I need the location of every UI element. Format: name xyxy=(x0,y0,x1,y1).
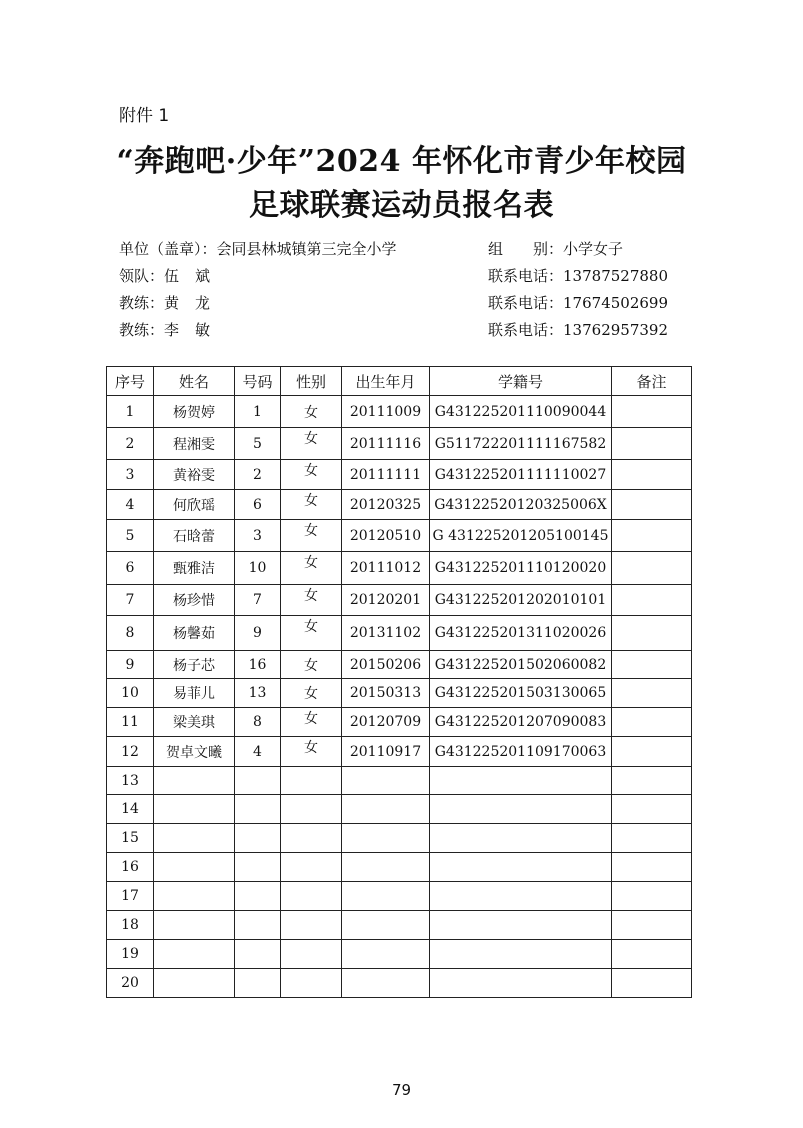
player-name: 程湘雯 xyxy=(154,428,235,460)
roster-body xyxy=(107,396,692,998)
gender: 女 xyxy=(281,708,342,737)
leader-phone-field xyxy=(488,265,668,286)
row-index: 10 xyxy=(107,679,154,708)
player-name xyxy=(154,969,235,998)
table-header-row xyxy=(107,367,692,396)
birth-date xyxy=(342,853,430,882)
player-name xyxy=(154,824,235,853)
birth-date xyxy=(342,882,430,911)
row-index: 16 xyxy=(107,853,154,882)
gender xyxy=(281,795,342,824)
student-id: G431225201111110027 xyxy=(430,460,612,490)
table-row xyxy=(107,585,692,616)
group-value: 小学女子 xyxy=(563,240,624,258)
jersey-number: 10 xyxy=(235,552,281,585)
jersey-number: 9 xyxy=(235,616,281,651)
unit-field xyxy=(119,238,397,259)
table-row xyxy=(107,767,692,795)
player-name xyxy=(154,940,235,969)
unit-label: 单位（盖章）： xyxy=(119,240,217,258)
gender: 女 xyxy=(281,490,342,520)
table-row xyxy=(107,969,692,998)
remark xyxy=(612,708,692,737)
player-name: 杨馨茹 xyxy=(154,616,235,651)
birth-date: 20120510 xyxy=(342,520,430,552)
remark xyxy=(612,737,692,767)
gender xyxy=(281,969,342,998)
remark xyxy=(612,969,692,998)
leader-label: 领队： xyxy=(119,267,165,285)
table-row xyxy=(107,616,692,651)
remark xyxy=(612,552,692,585)
gender xyxy=(281,824,342,853)
birth-date: 20111009 xyxy=(342,396,430,428)
remark xyxy=(612,679,692,708)
gender xyxy=(281,940,342,969)
attachment-label: 附件 1 xyxy=(119,106,170,126)
gender xyxy=(281,767,342,795)
jersey-number: 2 xyxy=(235,460,281,490)
jersey-number xyxy=(235,882,281,911)
player-name: 杨珍惜 xyxy=(154,585,235,616)
coach2-phone: 13762957392 xyxy=(563,321,668,339)
gender: 女 xyxy=(281,520,342,552)
student-id: G431225201110120020 xyxy=(430,552,612,585)
col-index-header: 序号 xyxy=(107,367,154,396)
table-row xyxy=(107,737,692,767)
col-birth-header: 出生年月 xyxy=(342,367,430,396)
col-gender-header: 性别 xyxy=(281,367,342,396)
gender: 女 xyxy=(281,396,342,428)
col-jersey-header: 号码 xyxy=(235,367,281,396)
birth-date: 20150313 xyxy=(342,679,430,708)
birth-date xyxy=(342,824,430,853)
row-index: 1 xyxy=(107,396,154,428)
leader-field xyxy=(119,265,210,286)
coach1-label: 教练： xyxy=(119,294,165,312)
player-name xyxy=(154,882,235,911)
birth-date xyxy=(342,969,430,998)
remark xyxy=(612,585,692,616)
player-name xyxy=(154,853,235,882)
table-row xyxy=(107,651,692,679)
col-student-id-header: 学籍号 xyxy=(430,367,612,396)
row-index: 18 xyxy=(107,911,154,940)
gender: 女 xyxy=(281,552,342,585)
student-id xyxy=(430,795,612,824)
row-index: 12 xyxy=(107,737,154,767)
student-id xyxy=(430,911,612,940)
student-id: G431225201202010101 xyxy=(430,585,612,616)
leader-phone: 13787527880 xyxy=(563,267,668,285)
row-index: 4 xyxy=(107,490,154,520)
student-id xyxy=(430,853,612,882)
student-id: G431225201503130065 xyxy=(430,679,612,708)
row-index: 20 xyxy=(107,969,154,998)
coach1-phone-label: 联系电话： xyxy=(488,294,564,312)
remark xyxy=(612,795,692,824)
table-row xyxy=(107,460,692,490)
student-id: G431225201207090083 xyxy=(430,708,612,737)
table-row xyxy=(107,396,692,428)
row-index: 8 xyxy=(107,616,154,651)
coach2-value-a: 李 xyxy=(164,321,180,339)
remark xyxy=(612,853,692,882)
document-title-line-1: “奔跑吧·少年”2024 年怀化市青少年校园 xyxy=(116,144,687,179)
table-row xyxy=(107,520,692,552)
col-name-header: 姓名 xyxy=(154,367,235,396)
remark xyxy=(612,428,692,460)
roster-table xyxy=(106,366,692,998)
remark xyxy=(612,460,692,490)
jersey-number xyxy=(235,940,281,969)
birth-date xyxy=(342,795,430,824)
coach1-phone: 17674502699 xyxy=(563,294,668,312)
remark xyxy=(612,767,692,795)
jersey-number xyxy=(235,824,281,853)
table-row xyxy=(107,882,692,911)
row-index: 6 xyxy=(107,552,154,585)
student-id: G431225201311020026 xyxy=(430,616,612,651)
coach1-value-b: 龙 xyxy=(195,294,211,312)
remark xyxy=(612,824,692,853)
player-name: 甄雅洁 xyxy=(154,552,235,585)
jersey-number: 3 xyxy=(235,520,281,552)
leader-phone-label: 联系电话： xyxy=(488,267,564,285)
jersey-number: 13 xyxy=(235,679,281,708)
coach1-value-a: 黄 xyxy=(164,294,180,312)
gender: 女 xyxy=(281,616,342,651)
leader-value-b: 斌 xyxy=(195,267,211,285)
player-name: 杨子芯 xyxy=(154,651,235,679)
student-id: G431225201109170063 xyxy=(430,737,612,767)
jersey-number xyxy=(235,969,281,998)
row-index: 2 xyxy=(107,428,154,460)
remark xyxy=(612,940,692,969)
group-field xyxy=(488,238,623,259)
player-name: 何欣瑶 xyxy=(154,490,235,520)
jersey-number xyxy=(235,795,281,824)
group-label-a: 组 xyxy=(488,240,504,258)
gender xyxy=(281,882,342,911)
player-name xyxy=(154,767,235,795)
row-index: 14 xyxy=(107,795,154,824)
player-name: 易菲儿 xyxy=(154,679,235,708)
jersey-number xyxy=(235,853,281,882)
player-name: 梁美琪 xyxy=(154,708,235,737)
table-row xyxy=(107,679,692,708)
jersey-number: 4 xyxy=(235,737,281,767)
birth-date: 20120709 xyxy=(342,708,430,737)
jersey-number: 6 xyxy=(235,490,281,520)
page-number: 79 xyxy=(391,1081,412,1099)
gender: 女 xyxy=(281,737,342,767)
row-index: 15 xyxy=(107,824,154,853)
student-id xyxy=(430,824,612,853)
player-name: 黄裕雯 xyxy=(154,460,235,490)
birth-date: 20111116 xyxy=(342,428,430,460)
student-id: G431225201110090044 xyxy=(430,396,612,428)
row-index: 13 xyxy=(107,767,154,795)
student-id: G43122520120325006X xyxy=(430,490,612,520)
remark xyxy=(612,490,692,520)
player-name: 杨贺婷 xyxy=(154,396,235,428)
remark xyxy=(612,520,692,552)
jersey-number xyxy=(235,767,281,795)
birth-date: 20111111 xyxy=(342,460,430,490)
student-id xyxy=(430,940,612,969)
row-index: 17 xyxy=(107,882,154,911)
table-row xyxy=(107,853,692,882)
student-id xyxy=(430,767,612,795)
player-name xyxy=(154,911,235,940)
gender xyxy=(281,853,342,882)
birth-date xyxy=(342,911,430,940)
table-row xyxy=(107,552,692,585)
remark xyxy=(612,616,692,651)
row-index: 11 xyxy=(107,708,154,737)
coach1-field xyxy=(119,292,210,313)
gender: 女 xyxy=(281,460,342,490)
gender: 女 xyxy=(281,679,342,708)
student-id xyxy=(430,969,612,998)
coach2-phone-field xyxy=(488,319,668,340)
birth-date: 20120201 xyxy=(342,585,430,616)
table-row xyxy=(107,940,692,969)
jersey-number: 1 xyxy=(235,396,281,428)
table-row xyxy=(107,795,692,824)
row-index: 3 xyxy=(107,460,154,490)
jersey-number: 5 xyxy=(235,428,281,460)
document-title-line-2: 足球联赛运动员报名表 xyxy=(249,188,554,223)
row-index: 9 xyxy=(107,651,154,679)
birth-date: 20111012 xyxy=(342,552,430,585)
student-id: G431225201502060082 xyxy=(430,651,612,679)
birth-date: 20150206 xyxy=(342,651,430,679)
remark xyxy=(612,396,692,428)
row-index: 19 xyxy=(107,940,154,969)
player-name: 贺卓文曦 xyxy=(154,737,235,767)
birth-date: 20131102 xyxy=(342,616,430,651)
jersey-number xyxy=(235,911,281,940)
player-name xyxy=(154,795,235,824)
birth-date xyxy=(342,940,430,969)
gender: 女 xyxy=(281,585,342,616)
coach2-field xyxy=(119,319,210,340)
table-row xyxy=(107,911,692,940)
coach2-label: 教练： xyxy=(119,321,165,339)
row-index: 5 xyxy=(107,520,154,552)
table-row xyxy=(107,490,692,520)
gender: 女 xyxy=(281,651,342,679)
table-row xyxy=(107,824,692,853)
table-row xyxy=(107,708,692,737)
gender xyxy=(281,911,342,940)
birth-date: 20120325 xyxy=(342,490,430,520)
player-name: 石晗蕾 xyxy=(154,520,235,552)
coach2-value-b: 敏 xyxy=(195,321,211,339)
student-id xyxy=(430,882,612,911)
birth-date xyxy=(342,767,430,795)
student-id: G 431225201205100145 xyxy=(430,520,612,552)
leader-value-a: 伍 xyxy=(164,267,180,285)
jersey-number: 16 xyxy=(235,651,281,679)
unit-value: 会同县林城镇第三完全小学 xyxy=(216,240,397,258)
table-row xyxy=(107,428,692,460)
gender: 女 xyxy=(281,428,342,460)
birth-date: 20110917 xyxy=(342,737,430,767)
remark xyxy=(612,651,692,679)
coach1-phone-field xyxy=(488,292,668,313)
jersey-number: 8 xyxy=(235,708,281,737)
student-id: G511722201111167582 xyxy=(430,428,612,460)
remark xyxy=(612,911,692,940)
jersey-number: 7 xyxy=(235,585,281,616)
remark xyxy=(612,882,692,911)
col-remark-header: 备注 xyxy=(612,367,692,396)
group-label-b: 别： xyxy=(533,240,564,258)
row-index: 7 xyxy=(107,585,154,616)
coach2-phone-label: 联系电话： xyxy=(488,321,564,339)
